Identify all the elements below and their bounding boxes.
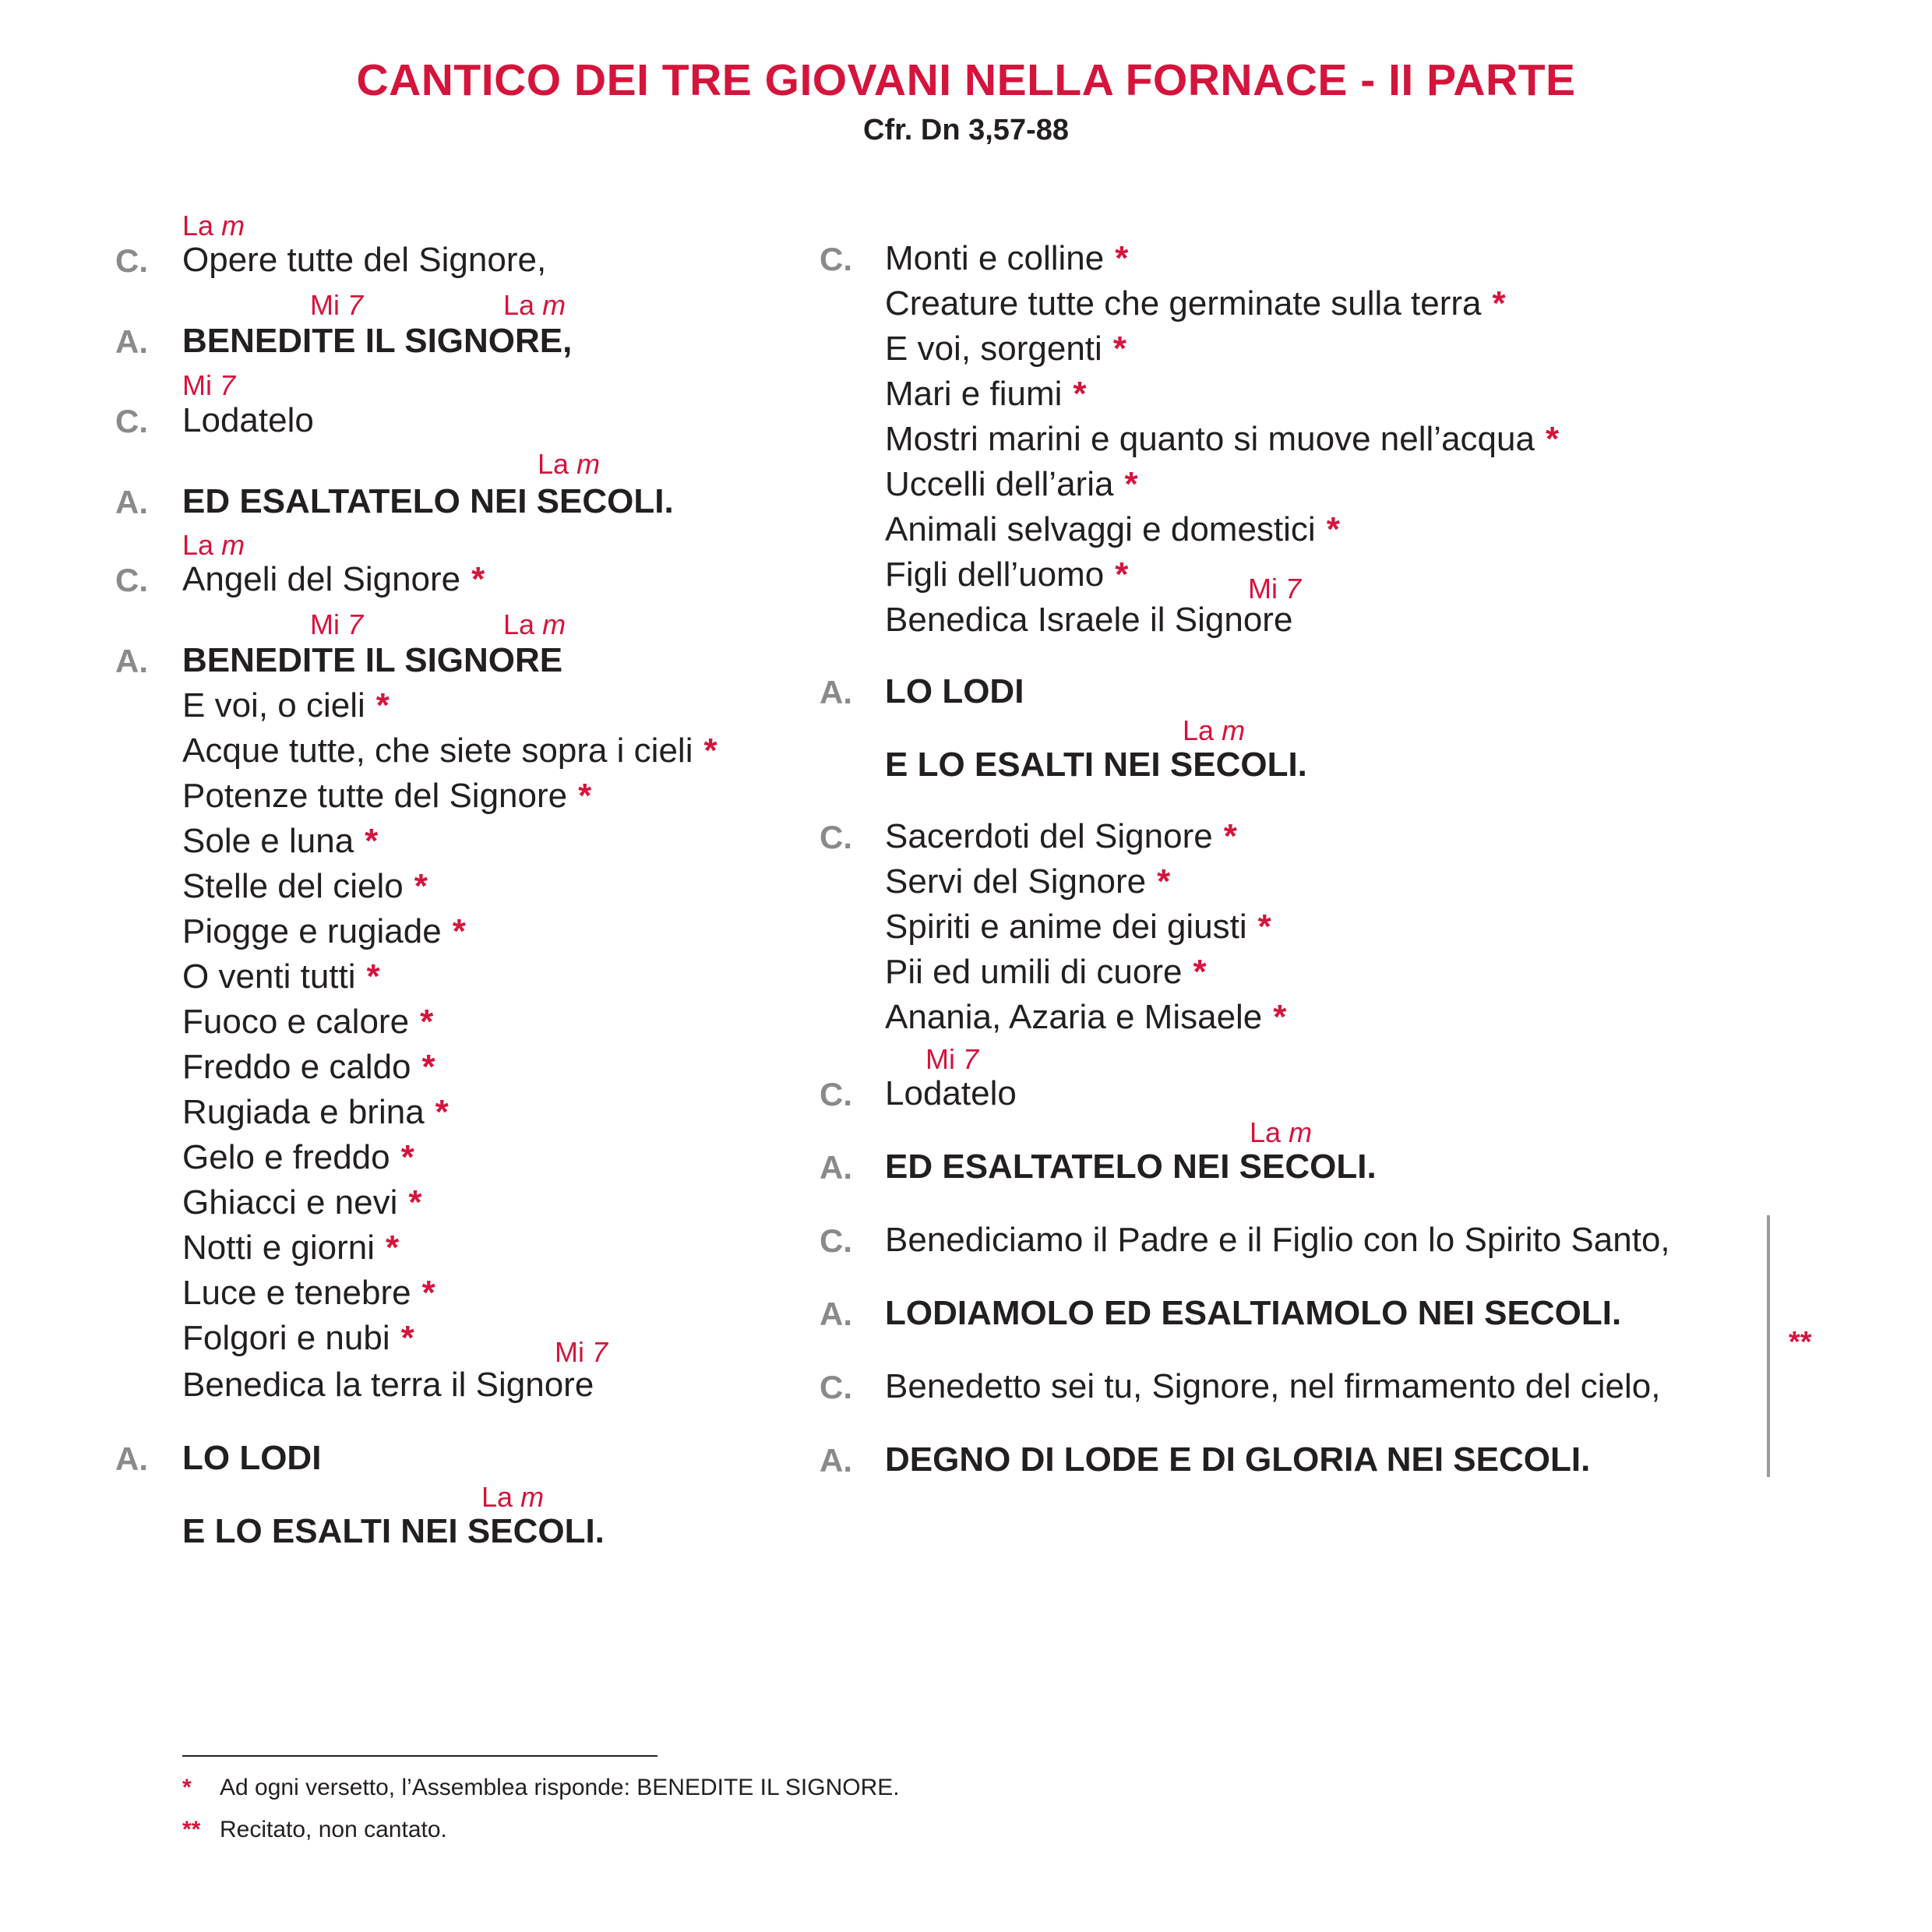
verse-line: Mostri marini e quanto si muove nell’acqua * [885, 420, 1560, 458]
speaker-assembly: A. [115, 1440, 148, 1477]
verse-line: O venti tutti * [182, 957, 380, 996]
response-line: ED ESALTATELO NEI SECOLI. [182, 482, 674, 520]
verse-line: Sacerdoti del Signore * [885, 817, 1237, 855]
speaker-assembly: A. [820, 674, 852, 710]
response-line: E LO ESALTI NEI SECOLI. [182, 1512, 605, 1550]
footnote-divider [182, 1755, 658, 1757]
chord-la-minor: La m [1183, 714, 1246, 746]
speaker-assembly: A. [820, 1296, 852, 1332]
speaker-assembly: A. [115, 323, 148, 360]
verse-line: Anania, Azaria e Misaele * [885, 998, 1287, 1036]
verse-line: Benedica Israele il Signore [885, 601, 1293, 639]
chord-mi-7: Mi 7 [310, 608, 364, 640]
chord-mi-7: Mi 7 [310, 289, 364, 321]
chord-mi-7: Mi 7 [925, 1043, 979, 1075]
speaker-celebrant: C. [115, 562, 148, 598]
doxology-mark: ** [1789, 1326, 1812, 1359]
speaker-celebrant: C. [820, 241, 852, 277]
verse-line: Potenze tutte del Signore * [182, 777, 592, 815]
footnote-mark: * [182, 1775, 192, 1800]
verse-line: Lodatelo [885, 1074, 1017, 1112]
chord-la-minor: La m [503, 608, 566, 640]
verse-line: Spiriti e anime dei giusti * [885, 908, 1271, 946]
doxology-line: DEGNO DI LODE E DI GLORIA NEI SECOLI. [885, 1440, 1591, 1479]
verse-line: Servi del Signore * [885, 862, 1171, 901]
right-column [701, 0, 1670, 1932]
chord-mi-7: Mi 7 [182, 369, 236, 401]
response-line: BENEDITE IL SIGNORE [182, 641, 563, 679]
chord-la-minor: La m [538, 448, 601, 480]
verse-line: Fuoco e calore * [182, 1003, 434, 1041]
chord-la-minor: La m [503, 289, 566, 321]
verse-line: Figli dell’uomo * [885, 555, 1129, 594]
verse-line: Opere tutte del Signore, [182, 241, 547, 279]
speaker-assembly: A. [115, 643, 148, 679]
page-title: CANTICO DEI TRE GIOVANI NELLA FORNACE - II PARTE [356, 55, 1576, 105]
page-subtitle: Cfr. Dn 3,57-88 [863, 114, 1069, 146]
verse-line: Mari e fiumi * [885, 375, 1087, 413]
response-line: E LO ESALTI NEI SECOLI. [885, 746, 1307, 784]
verse-line: E voi, sorgenti * [885, 330, 1126, 368]
verse-line: Luce e tenebre * [182, 1274, 435, 1312]
verse-line: Freddo e caldo * [182, 1048, 435, 1086]
verse-line: Pii ed umili di cuore * [885, 953, 1207, 991]
verse-line: Folgori e nubi * [182, 1319, 414, 1357]
verse-line: Sole e luna * [182, 822, 379, 860]
chord-la-minor: La m [182, 529, 245, 561]
verse-line: Gelo e freddo * [182, 1138, 414, 1176]
verse-line: Piogge e rugiade * [182, 912, 466, 950]
verse-line: Notti e giorni * [182, 1229, 400, 1267]
verse-line: Rugiada e brina * [182, 1093, 449, 1131]
response-line: ED ESALTATELO NEI SECOLI. [885, 1148, 1377, 1186]
verse-line: Stelle del cielo * [182, 867, 428, 905]
doxology-bracket [1767, 1215, 1770, 1477]
chord-la-minor: La m [1250, 1116, 1313, 1148]
response-line: BENEDITE IL SIGNORE, [182, 322, 573, 360]
doxology-line: LODIAMOLO ED ESALTIAMOLO NEI SECOLI. [885, 1294, 1622, 1332]
speaker-celebrant: C. [820, 1222, 852, 1259]
verse-line: Angeli del Signore * [182, 560, 485, 598]
speaker-celebrant: C. [115, 242, 148, 279]
response-line: LO LODI [885, 672, 1024, 710]
doxology-line: Benedetto sei tu, Signore, nel firmamento del cielo, [885, 1367, 1661, 1405]
footnote [182, 1818, 447, 1842]
chord-la-minor: La m [481, 1481, 545, 1513]
footnote-text: Recitato, non cantato. [220, 1817, 447, 1842]
verse-line: Uccelli dell’aria * [885, 465, 1138, 503]
verse-line: Animali selvaggi e domestici * [885, 510, 1340, 548]
chord-la-minor: La m [182, 210, 245, 242]
verse-line: Acque tutte, che siete sopra i cieli * [182, 732, 717, 770]
speaker-celebrant: C. [820, 819, 852, 855]
speaker-assembly: A. [820, 1149, 852, 1186]
response-line: LO LODI [182, 1439, 322, 1477]
speaker-celebrant: C. [115, 403, 148, 439]
verse-line: Monti e colline * [885, 239, 1129, 277]
verse-line: Benedica la terra il Signore [182, 1366, 594, 1404]
verse-line: Lodatelo [182, 401, 314, 439]
footnote-text: Ad ogni versetto, l’Assemblea risponde: BENEDITE IL SIGNORE. [220, 1775, 900, 1800]
verse-line: Creature tutte che germinate sulla terra * [885, 284, 1506, 323]
speaker-celebrant: C. [820, 1369, 852, 1405]
speaker-assembly: A. [115, 484, 148, 520]
footnote [182, 1776, 900, 1800]
speaker-assembly: A. [820, 1442, 852, 1479]
footnote-mark: ** [182, 1817, 201, 1842]
verse-line: E voi, o cieli * [182, 686, 390, 724]
verse-line: Ghiacci e nevi * [182, 1183, 422, 1222]
chord-mi-7: Mi 7 [555, 1336, 608, 1368]
chord-mi-7: Mi 7 [1248, 573, 1302, 605]
speaker-celebrant: C. [820, 1076, 852, 1112]
doxology-line: Benediciamo il Padre e il Figlio con lo Spirito Santo, [885, 1221, 1670, 1259]
